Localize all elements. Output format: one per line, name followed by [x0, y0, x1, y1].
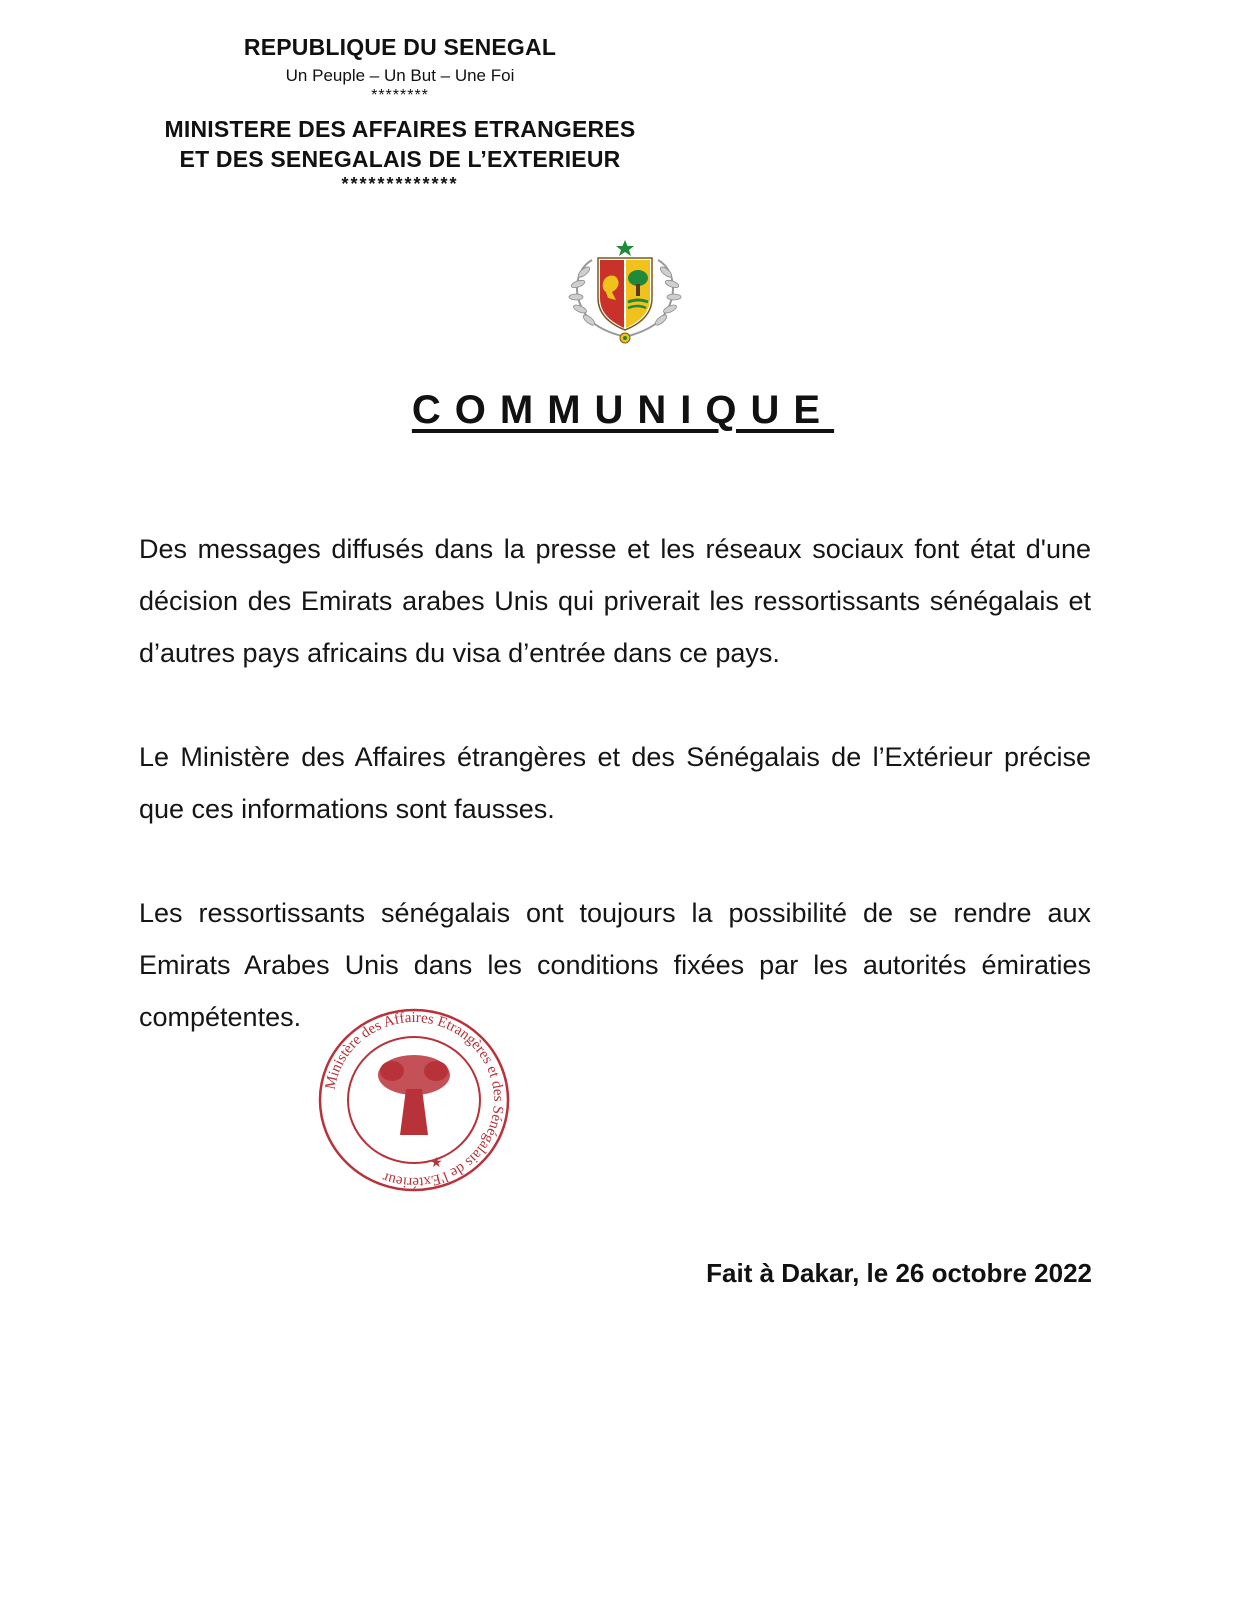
country-name: REPUBLIQUE DU SENEGAL — [243, 34, 557, 60]
separator-stars: ******** — [371, 87, 429, 104]
body-paragraph-2: Le Ministère des Affaires étrangères et des Sénégalais de l’Extérieur précise que ces informations sont fausses. — [139, 742, 1091, 824]
ministry-name-line1: MINISTERE DES AFFAIRES ETRANGERES — [164, 116, 636, 142]
svg-text:★: ★ — [430, 1155, 443, 1171]
document-title: COMMUNIQUE — [411, 388, 835, 432]
ministry-name-line2: ET DES SENEGALAIS DE L’EXTERIEUR — [179, 146, 621, 172]
place-and-date: Fait à Dakar, le 26 octobre 2022 — [706, 1258, 1092, 1288]
body-paragraph-1: Des messages diffusés dans la presse et les réseaux sociaux font état d'une décision des Emirats arabes Unis qui priverait les ressortissants sénégalais et d’autres pays africains du visa d’entrée dans ce pays. — [139, 534, 1091, 668]
body-paragraph-3: Les ressortissants sénégalais ont toujours la possibilité de se rendre aux Emirats Arabes Unis dans les conditions fixées par les autorités émiraties compétentes. — [139, 898, 1091, 1032]
stamp-text: Ministère des Affaires Etrangères et des Sénégalais de l'Extérieur — [322, 1009, 507, 1191]
ministry-stamp-icon — [314, 1005, 514, 1195]
national-motto: Un Peuple – Un But – Une Foi — [285, 66, 515, 85]
senegal-coat-of-arms-icon — [562, 240, 688, 346]
separator-stars-2: ************* — [341, 174, 459, 194]
